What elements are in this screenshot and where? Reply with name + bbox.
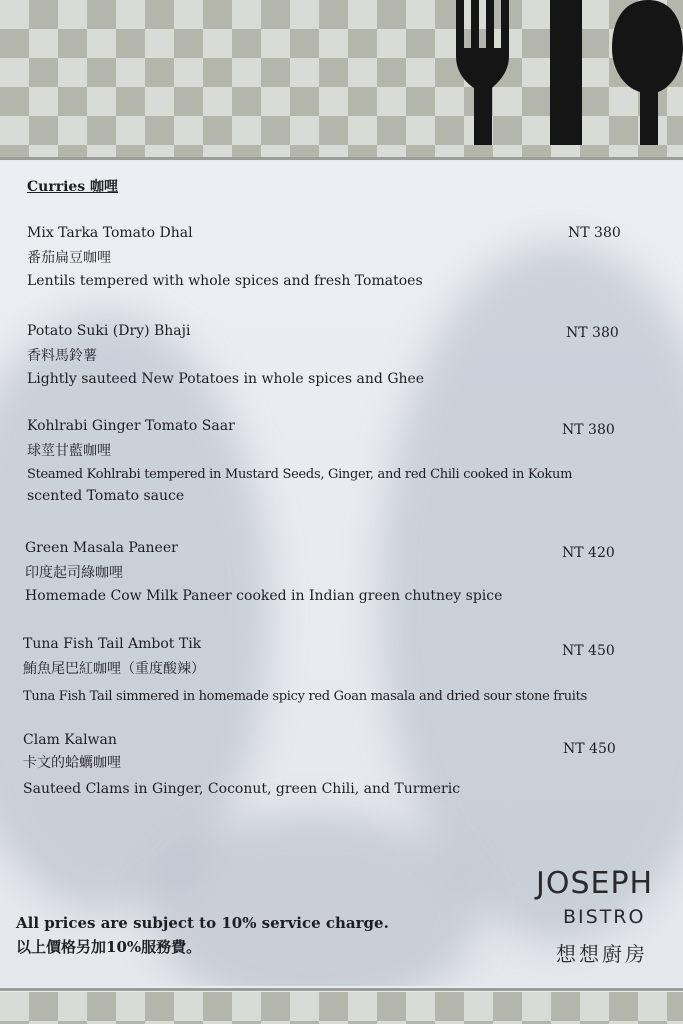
light-shadow xyxy=(0,312,270,912)
bottom-pattern-band xyxy=(0,992,683,1024)
item-description: Sauteed Clams in Ginger, Coconut, green Chili, and Turmeric xyxy=(23,781,461,797)
item-description-continued: scented Tomato sauce xyxy=(27,488,185,504)
item-description: Lentils tempered with whole spices and fresh Tomatoes xyxy=(27,273,423,289)
knife-icon xyxy=(546,0,586,145)
item-name: Potato Suki (Dry) Bhaji xyxy=(27,323,191,339)
item-name: Clam Kalwan xyxy=(23,732,117,748)
item-price: NT 380 xyxy=(562,422,615,438)
item-price: NT 380 xyxy=(566,325,619,341)
item-price: NT 420 xyxy=(562,545,615,561)
item-name: Green Masala Paneer xyxy=(25,540,178,556)
brand-chinese-name: 想想廚房 xyxy=(556,942,648,966)
item-price: NT 450 xyxy=(562,643,615,659)
brand-subtitle: BISTRO xyxy=(563,906,646,928)
item-price: NT 380 xyxy=(568,225,621,241)
service-charge-note-chinese: 以上價格另加10%服務費。 xyxy=(16,938,202,956)
item-price: NT 450 xyxy=(563,741,616,757)
item-chinese-name: 印度起司綠咖哩 xyxy=(25,565,123,581)
item-name: Tuna Fish Tail Ambot Tik xyxy=(23,636,202,652)
section-title: Curries 咖哩 xyxy=(27,179,119,195)
spoon-icon xyxy=(612,0,683,145)
item-description: Homemade Cow Milk Paneer cooked in Indian green chutney spice xyxy=(25,588,503,604)
item-description: Steamed Kohlrabi tempered in Mustard Seeds, Ginger, and red Chili cooked in Kokum xyxy=(27,467,573,482)
item-description: Tuna Fish Tail simmered in homemade spicy red Goan masala and dried sour stone fruits xyxy=(23,689,587,704)
item-chinese-name: 球莖甘藍咖哩 xyxy=(27,443,111,459)
item-name: Kohlrabi Ginger Tomato Saar xyxy=(27,418,235,434)
bottom-rule xyxy=(0,988,683,991)
item-name: Mix Tarka Tomato Dhal xyxy=(27,225,193,241)
fork-icon xyxy=(452,0,518,145)
brand-name: JOSEPH xyxy=(536,866,654,901)
top-rule xyxy=(0,157,683,160)
item-chinese-name: 卡文的蛤蠣咖哩 xyxy=(23,755,121,771)
item-chinese-name: 香料馬鈴薯 xyxy=(27,348,97,364)
service-charge-note: All prices are subject to 10% service charge. xyxy=(16,914,389,932)
item-description: Lightly sauteed New Potatoes in whole spices and Ghee xyxy=(27,371,425,387)
item-chinese-name: 番茄扁豆咖哩 xyxy=(27,250,111,266)
item-chinese-name: 鮪魚尾巴紅咖哩（重度酸辣） xyxy=(23,661,205,677)
